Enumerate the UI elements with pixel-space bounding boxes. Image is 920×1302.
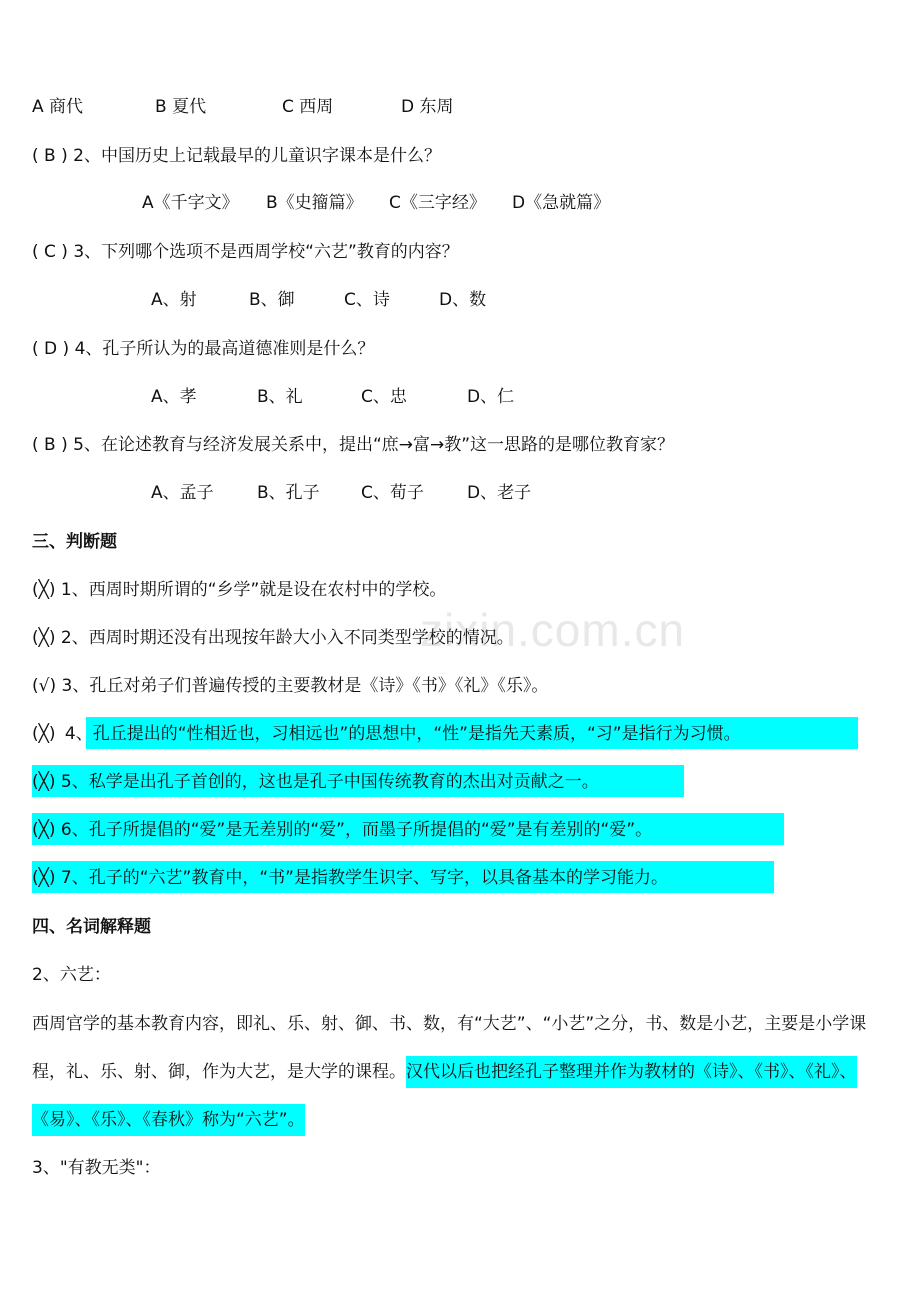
q3-option-a: A、射 [151, 290, 197, 310]
section-3-heading: 三、判断题 [32, 532, 117, 552]
judge-item-4-mark: (╳) [32, 724, 56, 744]
q4-options [32, 383, 892, 411]
q1-option-c: C 西周 [282, 97, 334, 117]
q2-options [32, 189, 892, 217]
q2-option-c: C《三字经》 [389, 193, 486, 213]
q4-option-b: B、礼 [257, 387, 303, 407]
q2-question: ( B ) 2、中国历史上记载最早的儿童识字课本是什么？ [32, 146, 441, 166]
q5-option-a: A、孟子 [151, 483, 214, 503]
q3-question: ( C ) 3、下列哪个选项不是西周学校“六艺”教育的内容？ [32, 242, 459, 262]
term-3-title: 3、"有教无类"： [32, 1158, 161, 1178]
q5-option-d: D、老子 [467, 483, 532, 503]
judge-item-6: (╳) 6、孔子所提倡的“爱”是无差别的“爱”，而墨子所提倡的“爱”是有差别的“爱”。 [32, 820, 653, 840]
q1-option-a: A 商代 [32, 97, 84, 117]
judge-item-2: (╳) 2、西周时期还没有出现按年龄大小入不同类型学校的情况。 [32, 628, 514, 648]
judge-item-7: (╳) 7、孔子的“六艺”教育中，“书”是指教学生识字、写字，以具备基本的学习能力。 [32, 868, 668, 888]
q2-option-a: A《千字文》 [142, 193, 239, 213]
judge-item-4-text: 4、孔丘提出的“性相近也，习相远也”的思想中，“性”是指先天素质，“习”是指行为习惯。 [64, 724, 741, 744]
q3-option-b: B、御 [249, 290, 295, 310]
q5-option-c: C、荀子 [361, 483, 424, 503]
q4-option-d: D、仁 [467, 387, 515, 407]
term-2-definition-plain: 西周官学的基本教育内容，即礼、乐、射、御、书、数，有“大艺”、“小艺”之分，书、数是小艺，主要是小学课程，礼、乐、射、御，作为大艺，是大学的课程。 [32, 1014, 867, 1082]
q3-option-d: D、数 [439, 290, 487, 310]
q2-option-b: B《史籀篇》 [266, 193, 363, 213]
q1-option-b: B 夏代 [155, 97, 207, 117]
q4-option-a: A、孝 [151, 387, 197, 407]
term-2-definition-highlight: 汉代以后也把经孔子整理并作为教材的《诗》、《书》、《礼》、《易》、《乐》、《春秋》称为“六艺”。 [32, 1056, 857, 1136]
q4-question: ( D ) 4、孔子所认为的最高道德准则是什么？ [32, 339, 375, 359]
q5-options [32, 479, 892, 507]
judge-item-5: (╳) 5、私学是出孔子首创的，这也是孔子中国传统教育的杰出对贡献之一。 [32, 772, 599, 792]
q1-option-d: D 东周 [401, 97, 454, 117]
term-2-title: 2、六艺： [32, 965, 111, 985]
q3-option-c: C、诗 [344, 290, 390, 310]
judge-item-3: (√) 3、孔丘对弟子们普遍传授的主要教材是《诗》《书》《礼》《乐》。 [32, 676, 549, 696]
q1-options [32, 93, 892, 121]
term-2-definition [32, 1000, 892, 1144]
q5-option-b: B、孔子 [257, 483, 320, 503]
judge-item-4 [32, 720, 741, 748]
judge-item-1: (╳) 1、西周时期所谓的“乡学”就是设在农村中的学校。 [32, 580, 447, 600]
q3-options [32, 286, 892, 314]
q2-option-d: D《急就篇》 [512, 193, 611, 213]
q4-option-c: C、忠 [361, 387, 407, 407]
section-4-heading: 四、名词解释题 [32, 917, 151, 937]
watermark: zixin.com.cn [420, 604, 686, 656]
q5-question: ( B ) 5、在论述教育与经济发展关系中，提出“庶→富→教”这一思路的是哪位教育家？ [32, 435, 675, 455]
